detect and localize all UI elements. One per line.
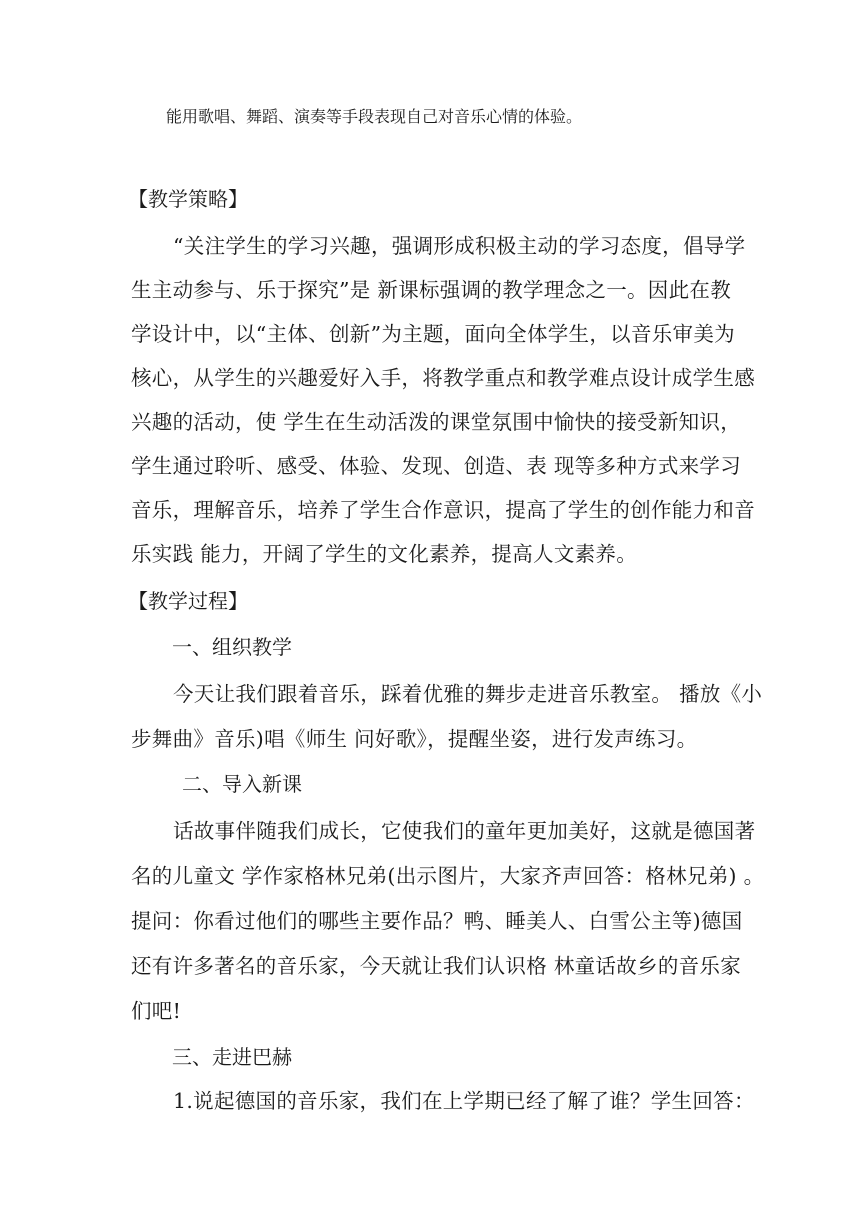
step2-line: 提问：你看过他们的哪些主要作品？鸭、睡美人、白雪公主等)德国 [131,909,743,933]
strategy-line: 核心，从学生的兴趣爱好入手，将教学重点和教学难点设计成学生感 [131,366,755,390]
strategy-line: 音乐，理解音乐，培养了学生合作意识，提高了学生的创作能力和音 [131,498,755,522]
step2-line: 名的儿童文 学作家格林兄弟(出示图片，大家齐声回答：格林兄弟) 。 [131,864,765,888]
step2-line: 们吧! [131,999,182,1023]
strategy-line: 学生通过聆听、感受、体验、发现、创造、表 现等多种方式来学习 [131,454,742,478]
step2-title: 二、导入新课 [182,772,302,796]
strategy-line: 生主动参与、乐于探究”是 新课标强调的教学理念之一。因此在教 [131,278,731,302]
step1-line: 今天让我们跟着音乐，踩着优雅的舞步走进音乐教室。 播放《小 [173,682,763,706]
step3-title: 三、走进巴赫 [172,1045,292,1069]
step3-line: 1.说起德国的音乐家，我们在上学期已经了解了谁？学生回答： [173,1089,755,1113]
step2-line: 还有许多著名的音乐家，今天就让我们认识格 林童话故乡的音乐家 [131,954,742,978]
step1-title: 一、组织教学 [172,635,292,659]
strategy-heading: 【教学策略】 [128,187,248,211]
intro-line: 能用歌唱、舞蹈、演奏等手段表现自己对音乐心情的体验。 [166,107,583,126]
strategy-line: 乐实践 能力，开阔了学生的文化素养，提高人文素养。 [131,542,638,566]
step2-line: 话故事伴随我们成长，它使我们的童年更加美好，这就是德国著 [173,819,756,843]
strategy-line: “关注学生的学习兴趣，强调形成积极主动的学习态度，倡导学 [173,234,746,258]
strategy-line: 兴趣的活动，使 学生在生动活泼的课堂氛围中愉快的接受新知识， [131,410,742,434]
process-heading: 【教学过程】 [128,589,248,613]
step1-line: 步舞曲》音乐)唱《师生 问好歌》，提醒坐姿，进行发声练习。 [131,727,698,751]
strategy-line: 学设计中，以“主体、创新”为主题，面向全体学生，以音乐审美为 [131,322,735,346]
